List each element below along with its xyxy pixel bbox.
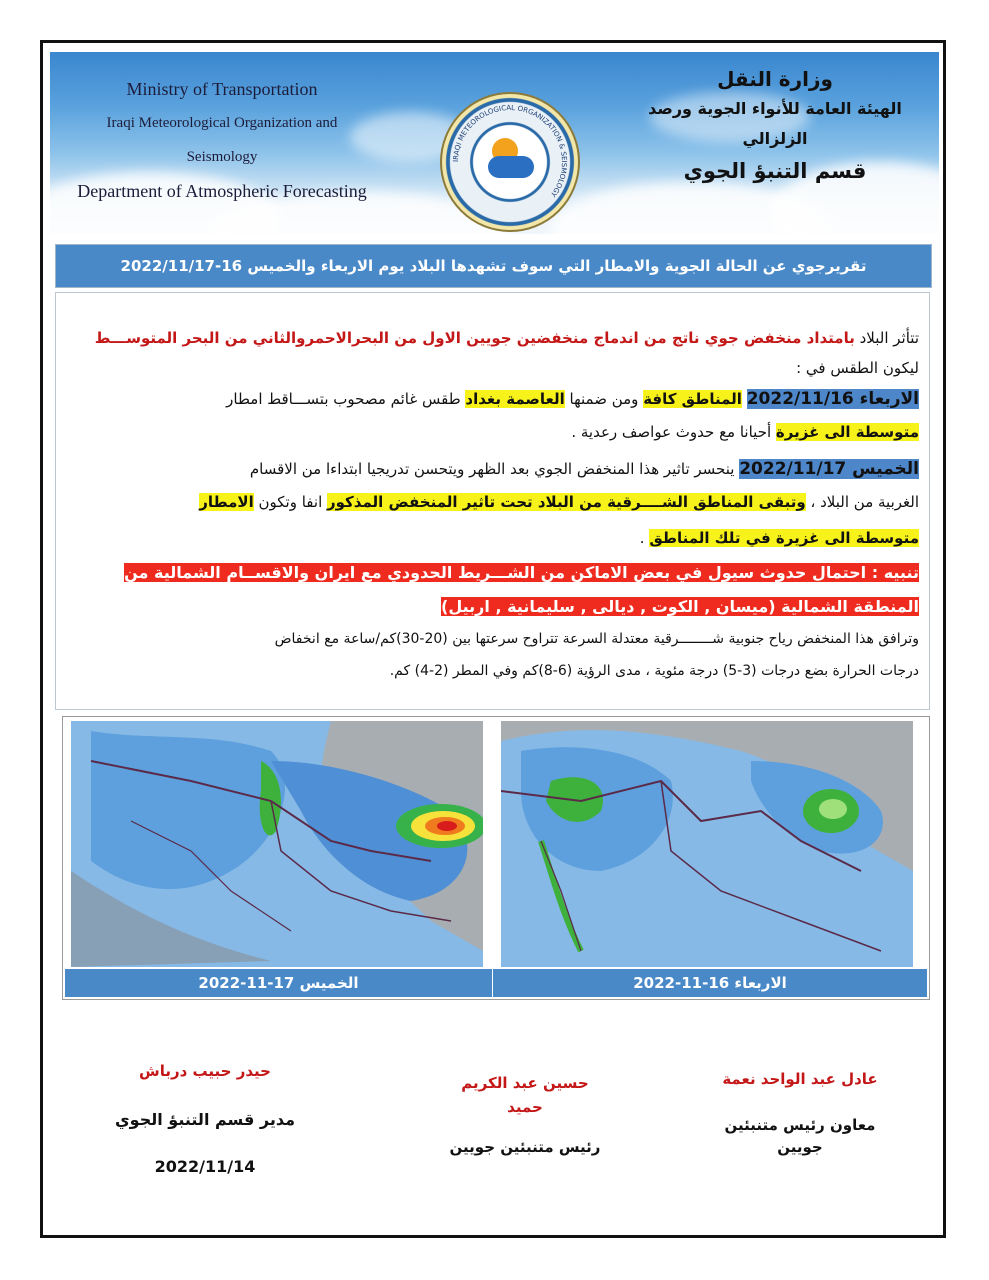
map-wednesday [501,721,913,967]
assistant-forecaster-role: معاون رئيس متنبئين [724,1116,876,1134]
thursday-line2: الغربية من البلاد ، وتبقى المناطق الشــــرقية من البلاد تحت تاثير المنخفض المذكور انفا وتكون الامطار [199,493,919,511]
chief-forecaster-name: حسين عبد الكريم [461,1074,589,1092]
paragraph-temperature: درجات الحرارة بضع درجات (3-5) درجة مئوية ، مدى الرؤية (6-8)كم وفي المطر (2-4) كم. [389,663,919,679]
caption-thursday: الخميس 17-11-2022 [65,969,492,997]
report-title: تقريرجوي عن الحالة الجوية والامطار التي سوف تشهدها البلاد يوم الاربعاء والخميس 16-2022/11/17 [55,244,932,288]
caption-wednesday: الاربعاء 16-11-2022 [493,969,927,997]
organization-logo [440,92,580,232]
paragraph-wind: وترافق هذا المنخفض رياح جنوبية شــــــــرقية معتدلة السرعة تتراوح سرعتها بين (20-30)كم/ساعة مع انخفاض [274,631,919,647]
wednesday-line2: متوسطة الى غزيرة أحيانا مع حدوث عواصف رعدية . [571,423,919,441]
warning-line2: المنطقة الشمالية (ميسان , الكوت , ديالى , سليمانية , اربيل) [441,597,919,616]
svg-text:IRAQI METEOROLOGICAL ORGANIZAT: IRAQI METEOROLOGICAL ORGANIZATION & SEISMOLOGY [451,103,569,199]
department-en: Department of Atmospheric Forecasting [77,181,367,201]
wednesday-line1: الاربعاء 2022/11/16 المناطق كافة ومن ضمنها العاصمة بغداد طقس غائم مصحوب بتســـاقط امطار [226,389,919,409]
ministry-en: Ministry of Transportation [126,79,318,99]
department-ar: قسم التنبؤ الجوي [683,159,867,183]
paragraph-weather-lead: ليكون الطقس في : [796,359,919,377]
signature-director [100,1062,310,1176]
header-arabic [625,64,925,188]
map-thursday [71,721,483,967]
thursday-line3: متوسطة الى غزيرة في تلك المناطق . [639,529,919,547]
report-date: 2022/11/14 [154,1157,256,1176]
signature-chief-forecaster: حسين عبد الكريم حميد رئيس متنبئين جويين [420,1074,630,1156]
header-banner [50,52,939,234]
header-english [72,72,372,208]
forecast-maps [62,716,930,1000]
assistant-forecaster-name: عادل عبد الواحد نعمة [722,1070,878,1088]
wednesday-label: الاربعاء 2022/11/16 [746,389,919,409]
director-name: حيدر حبيب درباش [139,1062,271,1080]
organization-en: Iraqi Meteorological Organization and Seismology [106,115,338,165]
assistant-forecaster-role-2: جويين [777,1138,823,1156]
warning-line1: تنبيه : احتمال حدوث سيول في بعض الاماكن من الشـــريط الحدودي مع ايران والاقســام الشمالية من [124,563,919,582]
organization-ar: الهيئة العامة للأنواء الجوية ورصد الزلزالي [648,99,902,148]
paragraph-intro: تتأثر البلاد بامتداد منخفض جوي ناتج من اندماج منخفضين جويين الاول من البحرالاحمروالثاني من البحر المتوســـط [94,329,919,347]
chief-forecaster-role: رئيس متنبئين جويين [449,1138,601,1156]
director-role: مدير قسم التنبؤ الجوي [115,1110,295,1129]
thursday-line1: الخميس 2022/11/17 ينحسر تاثير هذا المنخفض الجوي بعد الظهر ويتحسن تدريجيا ابتداءا من الاقسام [249,459,919,479]
cloud-icon [488,156,534,178]
report-body [55,292,930,710]
signature-assistant-forecaster [700,1070,900,1156]
ministry-ar: وزارة النقل [717,67,833,91]
thursday-label: الخميس 2022/11/17 [739,459,919,479]
